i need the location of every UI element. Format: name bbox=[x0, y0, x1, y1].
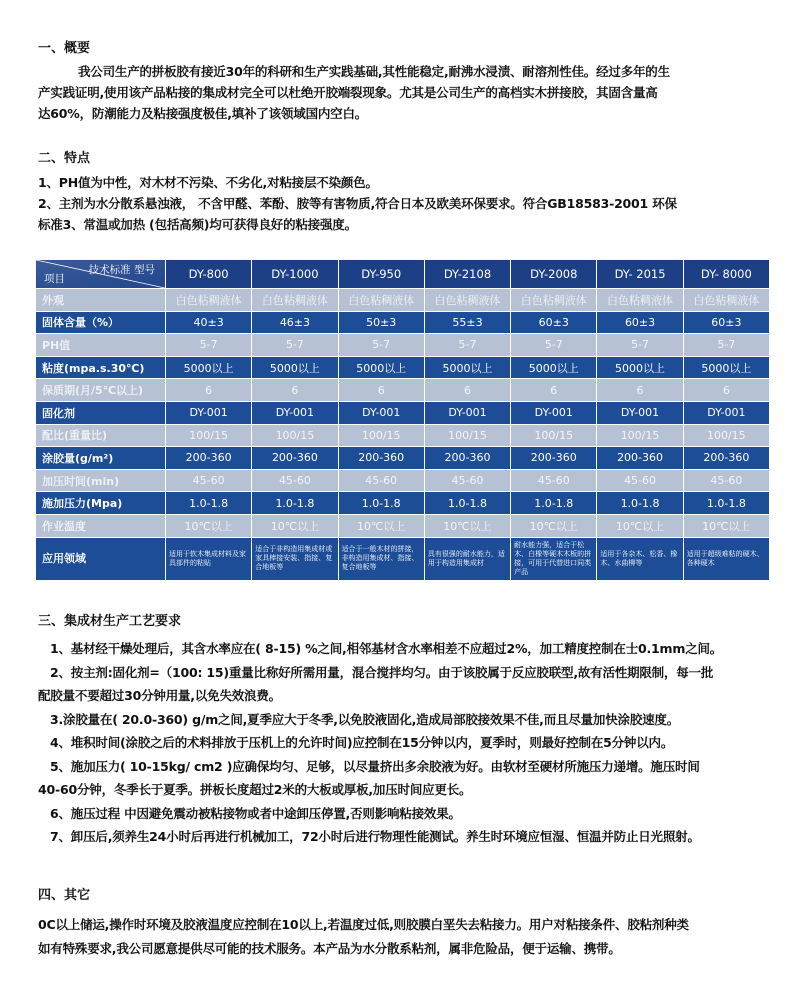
section-3-line: 5、施加压力( 10-15kg/ cm2 )应确保均匀、足够，以尽量挤出多余胶液为好。由软材至硬材所施压力递增。施压时间 bbox=[50, 758, 700, 774]
spec-cell: 1.0-1.8 bbox=[166, 492, 252, 515]
spec-cell: 10℃以上 bbox=[338, 514, 424, 537]
spec-cell: 10℃以上 bbox=[597, 514, 683, 537]
spec-cell: 白色粘稠液体 bbox=[511, 289, 597, 312]
spec-cell: 白色粘稠液体 bbox=[683, 289, 769, 312]
spec-cell: 50±3 bbox=[338, 311, 424, 334]
spec-cell: 100/15 bbox=[683, 424, 769, 447]
corner-top-label: 技术标准 型号 bbox=[88, 264, 155, 276]
spec-cell: 100/15 bbox=[338, 424, 424, 447]
spec-cell: DY-001 bbox=[511, 401, 597, 424]
model-header: DY- 8000 bbox=[683, 260, 769, 289]
spec-cell: 1.0-1.8 bbox=[511, 492, 597, 515]
spec-cell: 10℃以上 bbox=[166, 514, 252, 537]
spec-app-cell: 适用于软木集成材料及家具部件的粘贴 bbox=[166, 537, 252, 580]
model-header: DY-800 bbox=[166, 260, 252, 289]
section-1-line: 达60%，防潮能力及粘接强度极佳,填补了该领域国内空白。 bbox=[38, 106, 368, 121]
spec-cell: 200-360 bbox=[424, 447, 510, 470]
spec-cell: 200-360 bbox=[252, 447, 338, 470]
spec-cell: 1.0-1.8 bbox=[424, 492, 510, 515]
spec-cell: 5000以上 bbox=[511, 356, 597, 379]
section-3-body bbox=[38, 637, 783, 849]
spec-cell: 白色粘稠液体 bbox=[424, 289, 510, 312]
spec-cell: 6 bbox=[597, 379, 683, 402]
spec-cell: 6 bbox=[166, 379, 252, 402]
spec-cell: 45-60 bbox=[252, 469, 338, 492]
spec-cell: 5000以上 bbox=[252, 356, 338, 379]
spec-cell: DY-001 bbox=[683, 401, 769, 424]
model-header: DY-1000 bbox=[252, 260, 338, 289]
spec-row-label: 应用领域 bbox=[36, 537, 166, 580]
spec-cell: 55±3 bbox=[424, 311, 510, 334]
spec-table-row bbox=[36, 469, 770, 492]
spec-cell: 1.0-1.8 bbox=[338, 492, 424, 515]
spec-app-cell: 适合于非构造用集成材或家具棒接安装、指接、复合地板等 bbox=[252, 537, 338, 580]
spec-cell: DY-001 bbox=[424, 401, 510, 424]
spec-app-cell: 适合于一般木材的拼接，非构造用集成材、指接、复合地板等 bbox=[338, 537, 424, 580]
spec-cell: 5-7 bbox=[252, 334, 338, 357]
spec-cell: DY-001 bbox=[338, 401, 424, 424]
model-header: DY-2008 bbox=[511, 260, 597, 289]
spec-cell: 10℃以上 bbox=[683, 514, 769, 537]
model-header: DY-950 bbox=[338, 260, 424, 289]
spec-cell: 5-7 bbox=[338, 334, 424, 357]
spec-cell: DY-001 bbox=[597, 401, 683, 424]
spec-cell: 46±3 bbox=[252, 311, 338, 334]
spec-table-row bbox=[36, 379, 770, 402]
spec-cell: 5-7 bbox=[511, 334, 597, 357]
spec-row-label: 保质期(月/5℃以上) bbox=[36, 379, 166, 402]
spec-cell: 100/15 bbox=[252, 424, 338, 447]
spec-row-label: 外观 bbox=[36, 289, 166, 312]
spec-cell: DY-001 bbox=[252, 401, 338, 424]
spec-row-label: 作业温度 bbox=[36, 514, 166, 537]
spec-cell: 白色粘稠液体 bbox=[252, 289, 338, 312]
section-3-heading: 三、集成材生产工艺要求 bbox=[38, 614, 182, 629]
section-4-line: 0C以上储运,操作时环境及胶液温度应控制在10以上,若温度过低,则胶膜白垩失去粘接力。用户对粘接条件、胶粘剂种类 bbox=[38, 917, 689, 932]
spec-cell: 1.0-1.8 bbox=[252, 492, 338, 515]
spec-table-row bbox=[36, 492, 770, 515]
section-3-line: 3.涂胶量在( 20.0-360) g/m之间,夏季应大于冬季,以免胶液固化,造成局部胶接效果不佳,而且尽量加快涂胶速度。 bbox=[50, 711, 680, 727]
spec-table-row bbox=[36, 424, 770, 447]
spec-table bbox=[35, 259, 770, 581]
spec-cell: 45-60 bbox=[511, 469, 597, 492]
spec-cell: 6 bbox=[338, 379, 424, 402]
spec-cell: 5-7 bbox=[424, 334, 510, 357]
spec-cell: 200-360 bbox=[166, 447, 252, 470]
section-2-line: 2、主剂为水分散系悬浊液， 不含甲醛、苯酚、胺等有害物质,符合日本及欧美环保要求。符合GB18583-2001 环保 bbox=[38, 196, 677, 211]
spec-cell: 白色粘稠液体 bbox=[166, 289, 252, 312]
spec-cell: 5000以上 bbox=[338, 356, 424, 379]
section-2-heading: 二、特点 bbox=[38, 151, 91, 166]
spec-table-header-row bbox=[36, 260, 770, 289]
spec-cell: 白色粘稠液体 bbox=[597, 289, 683, 312]
section-4-body bbox=[38, 913, 783, 961]
spec-cell: 45-60 bbox=[683, 469, 769, 492]
section-2-line: 1、PH值为中性，对木材不污染、不劣化,对粘接层不染颜色。 bbox=[38, 175, 378, 190]
model-header: DY-2108 bbox=[424, 260, 510, 289]
spec-cell: 60±3 bbox=[683, 311, 769, 334]
spec-cell: 1.0-1.8 bbox=[683, 492, 769, 515]
section-4-line: 如有特殊要求,我公司愿意提供尽可能的技术服务。本产品为水分散系粘剂，属非危险品，便于运输、携带。 bbox=[38, 941, 621, 956]
spec-cell: 6 bbox=[511, 379, 597, 402]
section-3-line: 4、堆积时间(涂胶之后的术料排放于压机上的允许时间)应控制在15分钟以内，夏季时，则最好控制在5分钟以内。 bbox=[50, 735, 674, 750]
spec-cell: 白色粘稠液体 bbox=[338, 289, 424, 312]
section-2-body bbox=[38, 172, 783, 235]
spec-row-label: 配比(重量比) bbox=[36, 424, 166, 447]
spec-cell: 5-7 bbox=[683, 334, 769, 357]
spec-cell: 200-360 bbox=[683, 447, 769, 470]
section-3-line: 1、基材经干燥处理后，其含水率应在( 8-15) %之间,相邻基材含水率相差不应超过2%，加工精度控制在士0.1mm之间。 bbox=[50, 641, 723, 656]
spec-cell: 200-360 bbox=[597, 447, 683, 470]
section-1-body bbox=[38, 61, 783, 124]
spec-row-label: 固体含量（%） bbox=[36, 311, 166, 334]
spec-cell: 200-360 bbox=[511, 447, 597, 470]
spec-app-cell: 具有很强的耐水能力，适用于构造用集成材 bbox=[424, 537, 510, 580]
spec-cell: 45-60 bbox=[597, 469, 683, 492]
section-3-line: 配胶量不要超过30分钟用量,以免失效浪费。 bbox=[38, 688, 281, 703]
spec-cell: 5-7 bbox=[597, 334, 683, 357]
section-3-line: 6、施压过程 中因避免震动被粘接物或者中途卸压停置,否则影响粘接效果。 bbox=[50, 805, 461, 821]
spec-cell: 45-60 bbox=[166, 469, 252, 492]
spec-cell: 1.0-1.8 bbox=[597, 492, 683, 515]
spec-cell: 10℃以上 bbox=[252, 514, 338, 537]
spec-cell: 100/15 bbox=[166, 424, 252, 447]
spec-cell: 5000以上 bbox=[597, 356, 683, 379]
spec-cell: 40±3 bbox=[166, 311, 252, 334]
spec-table-row bbox=[36, 447, 770, 470]
spec-cell: 6 bbox=[252, 379, 338, 402]
spec-cell: 60±3 bbox=[597, 311, 683, 334]
spec-row-label: 涂胶量(g/m²) bbox=[36, 447, 166, 470]
spec-row-label: 加压时间(min) bbox=[36, 469, 166, 492]
spec-cell: 10℃以上 bbox=[511, 514, 597, 537]
spec-app-cell: 适用于超级难粘的硬木、各种硬木 bbox=[683, 537, 769, 580]
spec-cell: 10℃以上 bbox=[424, 514, 510, 537]
section-3-line: 40-60分钟，冬季长于夏季。拼板长度超过2米的大板或厚板,加压时间应更长。 bbox=[38, 782, 472, 797]
spec-table-row bbox=[36, 514, 770, 537]
spec-cell: 5000以上 bbox=[683, 356, 769, 379]
section-2-line: 标准3、常温或加热 (包括高频)均可获得良好的粘接强度。 bbox=[38, 217, 357, 232]
spec-table-body bbox=[36, 289, 770, 581]
spec-row-label: 固化剂 bbox=[36, 401, 166, 424]
section-1-line: 我公司生产的拼板胶有接近30年的科研和生产实践基础,其性能稳定,耐沸水浸渍、耐溶剂性佳。经过多年的生 bbox=[78, 64, 670, 79]
spec-table-row bbox=[36, 401, 770, 424]
section-1-heading: 一、概要 bbox=[38, 41, 91, 56]
spec-cell: 6 bbox=[683, 379, 769, 402]
spec-table-corner bbox=[36, 260, 166, 289]
spec-row-label: PH值 bbox=[36, 334, 166, 357]
spec-cell: 45-60 bbox=[424, 469, 510, 492]
section-3-line: 2、按主剂:固化剂=（100: 15)重量比称好所需用量，混合搅拌均匀。由于该胶属于反应胶联型,故有活性期限制，每一批 bbox=[50, 664, 714, 680]
spec-cell: DY-001 bbox=[166, 401, 252, 424]
spec-cell: 6 bbox=[424, 379, 510, 402]
spec-cell: 5000以上 bbox=[166, 356, 252, 379]
spec-app-cell: 耐水能力强，适合于松木、白橡等硬木木板的拼接，可用于代替进口同类产品 bbox=[511, 537, 597, 580]
spec-cell: 200-360 bbox=[338, 447, 424, 470]
spec-cell: 60±3 bbox=[511, 311, 597, 334]
spec-cell: 100/15 bbox=[511, 424, 597, 447]
corner-bottom-label: 项目 bbox=[44, 273, 65, 285]
spec-table-row bbox=[36, 356, 770, 379]
spec-row-label: 施加压力(Mpa) bbox=[36, 492, 166, 515]
section-1-line: 产实践证明,使用该产品粘接的集成材完全可以杜绝开胶端裂现象。尤其是公司生产的高档实木拼接胶，其固含量高 bbox=[38, 85, 658, 100]
spec-row-label: 粘度(mpa.s.30℃) bbox=[36, 356, 166, 379]
spec-cell: 5000以上 bbox=[424, 356, 510, 379]
spec-table-row bbox=[36, 311, 770, 334]
spec-app-cell: 适用于各杂木、松香、橡木、水曲柳等 bbox=[597, 537, 683, 580]
spec-cell: 5-7 bbox=[166, 334, 252, 357]
spec-cell: 100/15 bbox=[424, 424, 510, 447]
spec-cell: 45-60 bbox=[338, 469, 424, 492]
model-header: DY- 2015 bbox=[597, 260, 683, 289]
section-4-heading: 四、其它 bbox=[38, 888, 91, 903]
spec-table-row bbox=[36, 289, 770, 312]
spec-table-row bbox=[36, 334, 770, 357]
spec-table-app-row bbox=[36, 537, 770, 580]
section-3-line: 7、卸压后,须养生24小时后再进行机械加工，72小时后进行物理性能测试。养生时环境应恒湿、恒温并防止日光照射。 bbox=[50, 829, 700, 844]
spec-cell: 100/15 bbox=[597, 424, 683, 447]
